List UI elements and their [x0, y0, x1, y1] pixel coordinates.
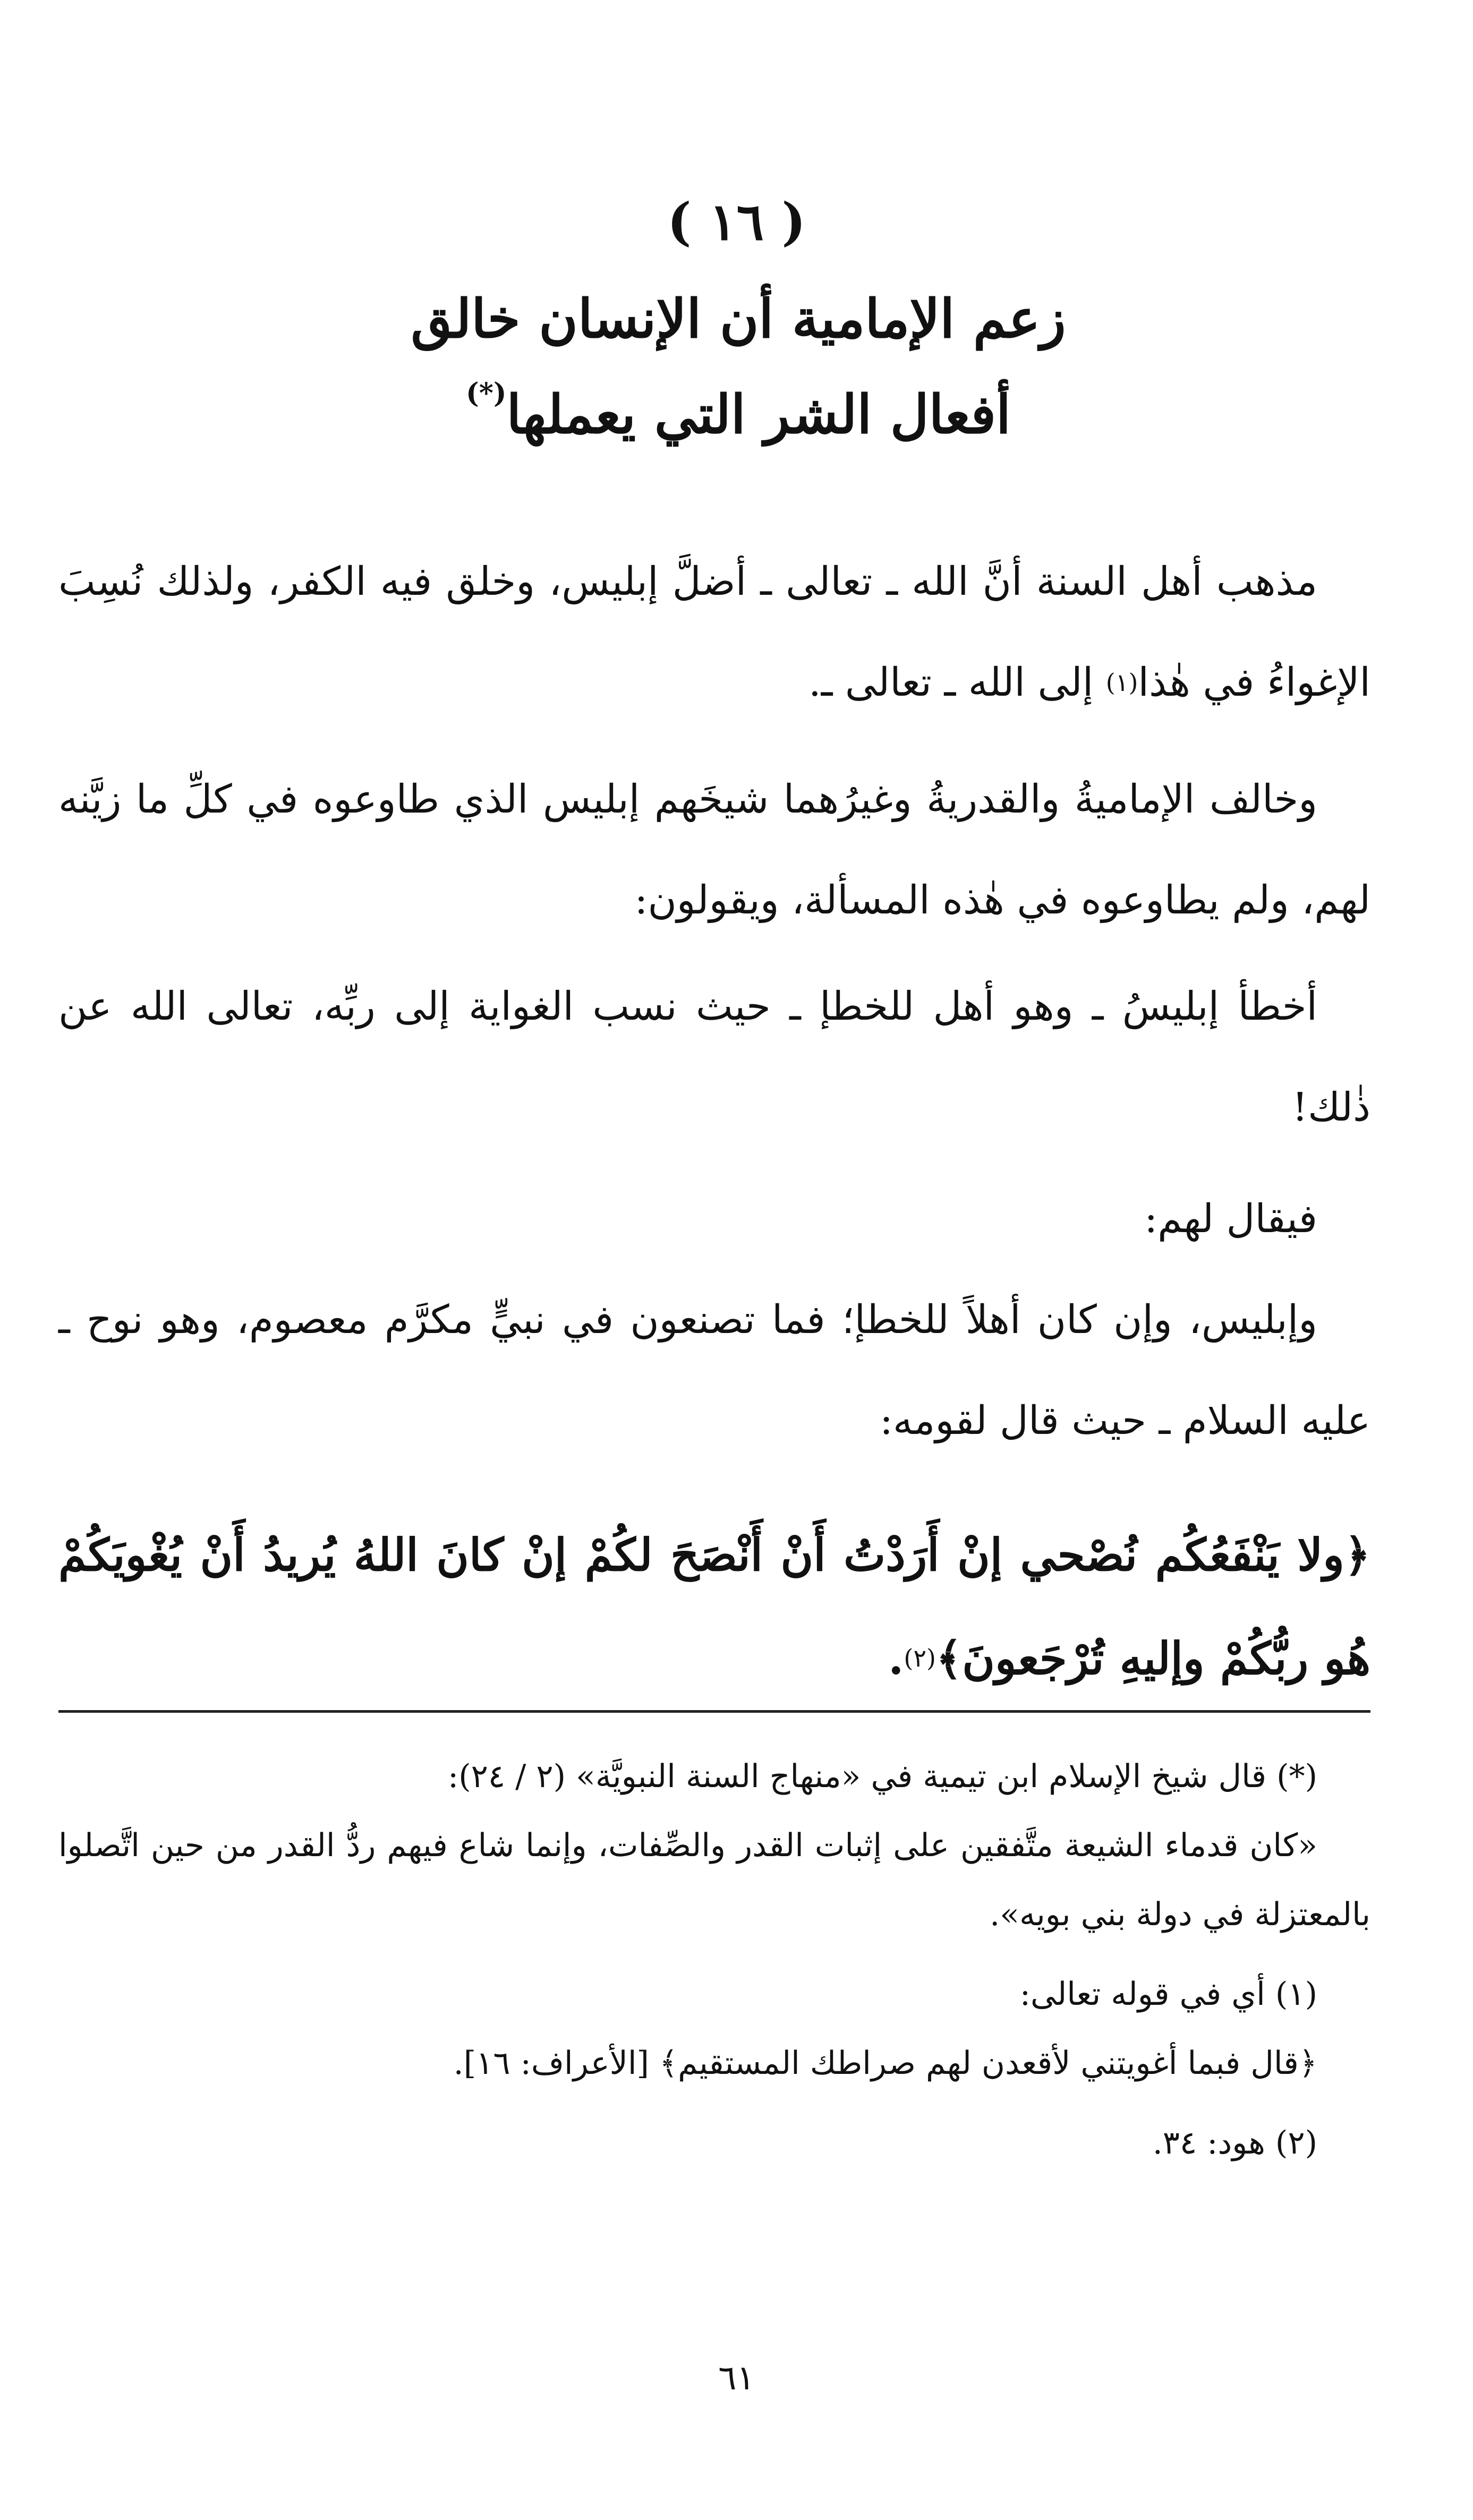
quran-verse-text: ﴿ولا يَنْفَعُكُم نُصْحي إنْ أَرَدْتُ أَنْ أَنْصَحَ لكُمْ إنْ كانَ اللهُ يُريدُ أَنْ يُغْويَكُمْ هُو ربُّكُمْ وإليهِ تُرْجَعونَ﴾	[58, 1528, 1370, 1685]
paragraph-1-main: مذهب أهل السنة أنَّ الله ـ تعالى ـ أضلَّ إبليس، وخلق فيه الكفر، ولذلك نُسِبَ الإغواءُ في هٰذا	[58, 559, 1370, 705]
paragraph-1-text	[58, 531, 1370, 733]
paragraph-4	[58, 1168, 1370, 1269]
paragraph-1-end: إلى الله ـ تعالى ـ.	[808, 660, 1106, 705]
footnote-star-intro: (*) قال شيخ الإسلام ابن تيمية في «منهاج السنة النبويَّة» (٢ / ٢٤):	[447, 1758, 1317, 1795]
paragraph-3-text: أخطأ إبليسُ ـ وهو أهل للخطإ ـ حيث نسب الغواية إلى ربِّه، تعالى الله عن ذٰلك!	[58, 984, 1370, 1130]
footnote-2: (٢) هود: ٣٤.	[1152, 2124, 1317, 2162]
paragraph-3	[58, 956, 1370, 1158]
chapter-title-line-1: زعم الإمامية أن الإنسان خالق	[411, 287, 1066, 350]
footnotes	[58, 1742, 1370, 2177]
quran-verse	[58, 1503, 1370, 1710]
footnote-marker-2: (٢)	[904, 1644, 936, 1672]
page-number: ٦١	[718, 2359, 755, 2398]
paragraph-5-text: وإبليس، وإن كان أهلاً للخطإ؛ فما تصنعون في نبيٍّ مكرَّم معصوم، وهو نوح ـ عليه السلام ـ حيث قال لقومه:	[58, 1297, 1370, 1443]
title-footnote-marker: (*)	[466, 377, 507, 409]
paragraph-5	[58, 1269, 1370, 1471]
quran-verse-end: .	[888, 1632, 904, 1685]
chapter-number: ( ١٦ )	[667, 192, 806, 252]
footnote-marker-1: (١)	[1105, 668, 1138, 697]
footnote-1: (١) أي في قوله تعالى:	[1019, 1976, 1317, 2013]
paragraph-4-text: فيقال لهم:	[1144, 1196, 1317, 1242]
chapter-title-line-2	[266, 377, 1211, 446]
paragraph-1	[58, 531, 1370, 733]
paragraph-2	[58, 749, 1370, 951]
footnote-divider	[58, 1710, 1370, 1713]
footnote-1-verse: ﴿قال فبما أغويتني لأقعدن لهم صراطك المستقيم﴾ [الأعراف: ١٦].	[453, 2045, 1317, 2082]
paragraph-2-text: وخالف الإماميةُ والقدريةُ وغيرُهما شيخَهم إبليس الذي طاوعوه في كلِّ ما زيَّنه لهم، ولم يطاوعوه في هٰذه المسألة، ويقولون:	[58, 776, 1370, 923]
footnote-star-quote: «كان قدماء الشيعة متَّفقين على إثبات القدر والصِّفات، وإنما شاع فيهم ردُّ القدر من حين اتَّصلوا بالمعتزلة في دولة بني بويه».	[58, 1827, 1370, 1933]
chapter-title-line-2-text: أفعال الشر التي يعملها	[506, 383, 1011, 446]
